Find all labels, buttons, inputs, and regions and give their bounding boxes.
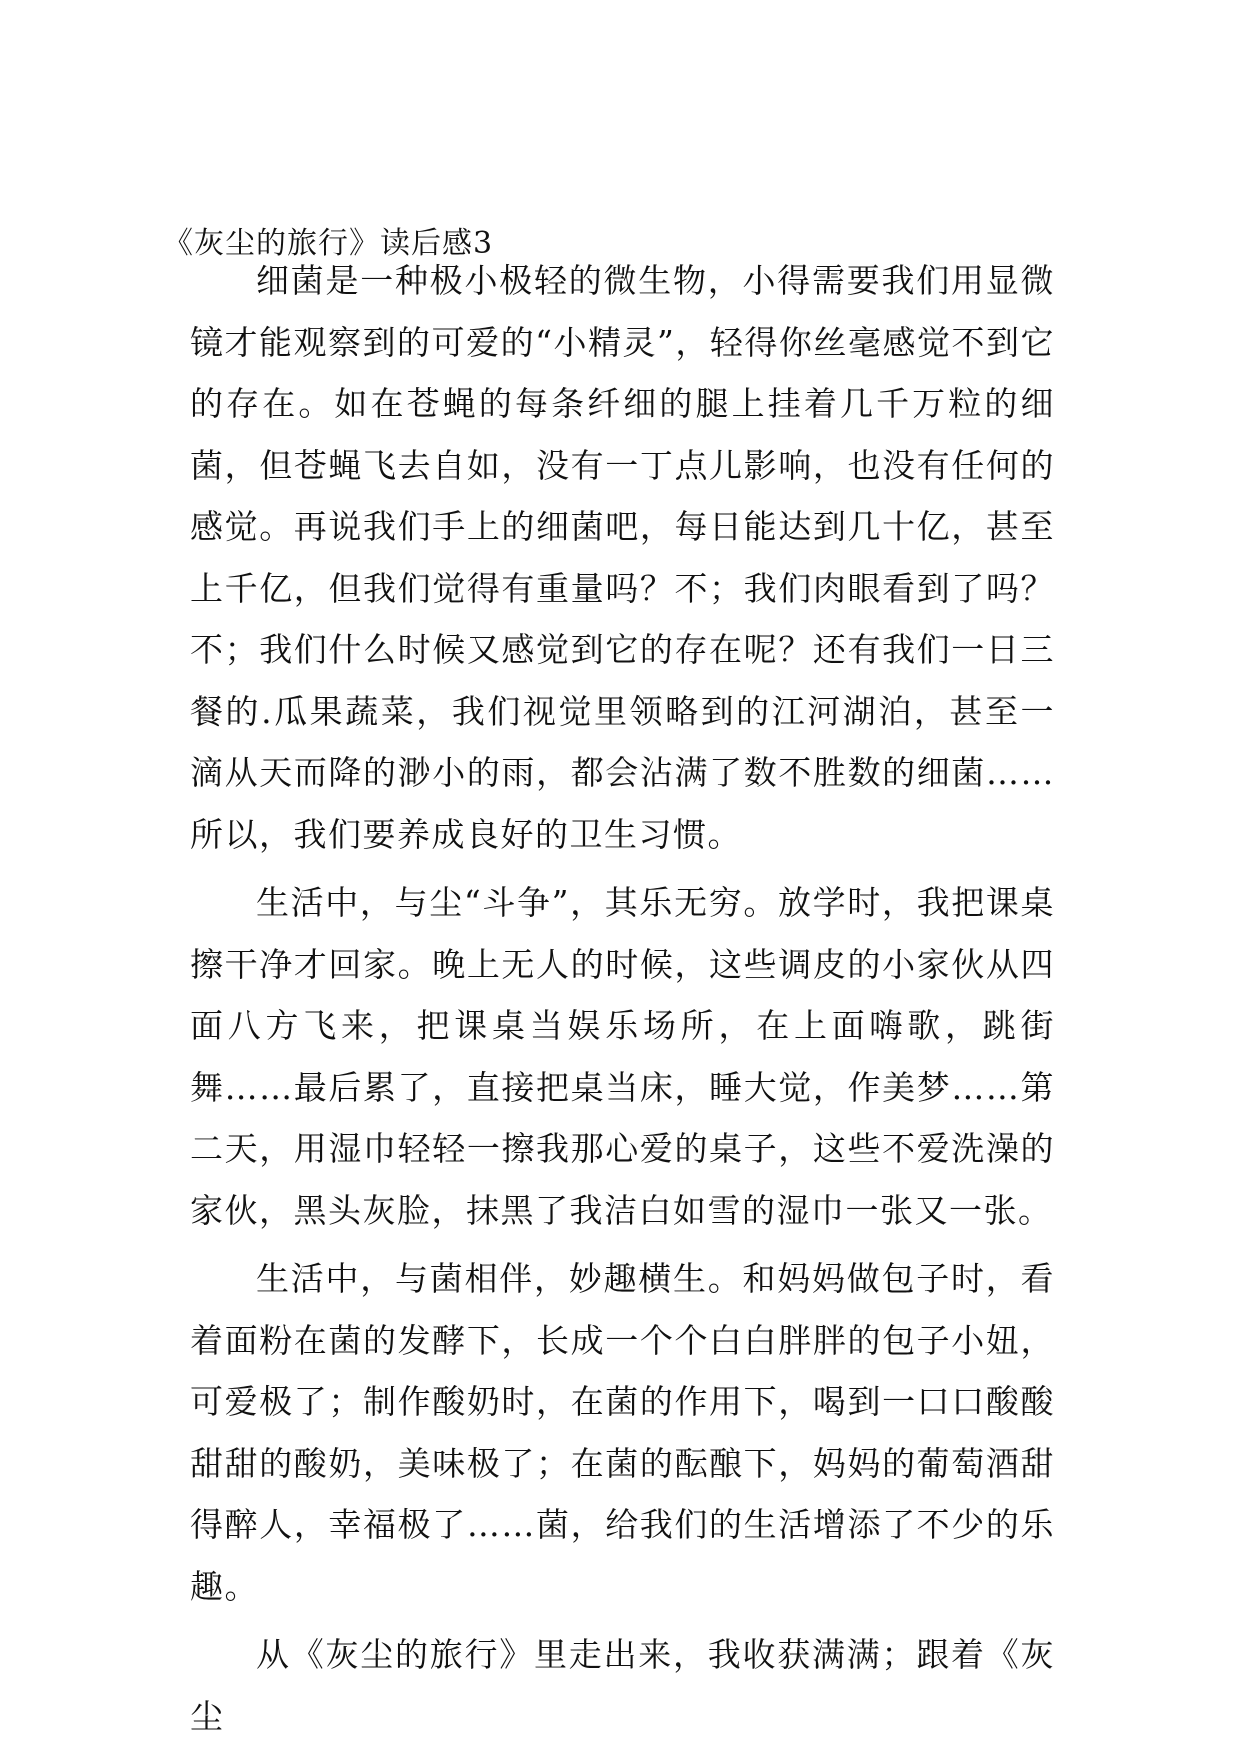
document-body: [190, 250, 1055, 1754]
paragraph-dust-struggle: 生活中，与尘“斗争”，其乐无穷。放学时，我把课桌擦干净才回家。晚上无人的时候，这些调皮的小家伙从四面八方飞来，把课桌当娱乐场所，在上面嗨歌，跳街舞……最后累了，直接把桌当床，睡大觉，作美梦……第二天，用湿巾轻轻一擦我那心爱的桌子，这些不爱洗澡的家伙，黑头灰脸，抹黑了我洁白如雪的湿巾一张又一张。: [190, 883, 1055, 1230]
paragraph-bacteria-fun: 生活中，与菌相伴，妙趣横生。和妈妈做包子时，看着面粉在菌的发酵下，长成一个个白白胖胖的包子小妞，可爱极了；制作酸奶时，在菌的作用下，喝到一口口酸酸甜甜的酸奶，美味极了；在菌的酝酿下，妈妈的葡萄酒甜得醉人，幸福极了……菌，给我们的生活增添了不少的乐趣。: [190, 1259, 1055, 1606]
paragraph-bacteria: 细菌是一种极小极轻的微生物，小得需要我们用显微镜才能观察到的可爱的“小精灵”，轻得你丝毫感觉不到它的存在。如在苍蝇的每条纤细的腿上挂着几千万粒的细菌，但苍蝇飞去自如，没有一丁点儿影响，也没有任何的感觉。再说我们手上的细菌吧，每日能达到几十亿，甚至上千亿，但我们觉得有重量吗？不；我们肉眼看到了吗？不；我们什么时候又感觉到它的存在呢？还有我们一日三餐的.瓜果蔬菜，我们视觉里领略到的江河湖泊，甚至一滴从天而降的渺小的雨，都会沾满了数不胜数的细菌……所以，我们要养成良好的卫生习惯。: [190, 261, 1055, 854]
paragraph-conclusion: 从《灰尘的旅行》里走出来，我收获满满；跟着《灰尘: [190, 1635, 1055, 1736]
document-title: 《灰尘的旅行》读后感3: [163, 226, 494, 261]
